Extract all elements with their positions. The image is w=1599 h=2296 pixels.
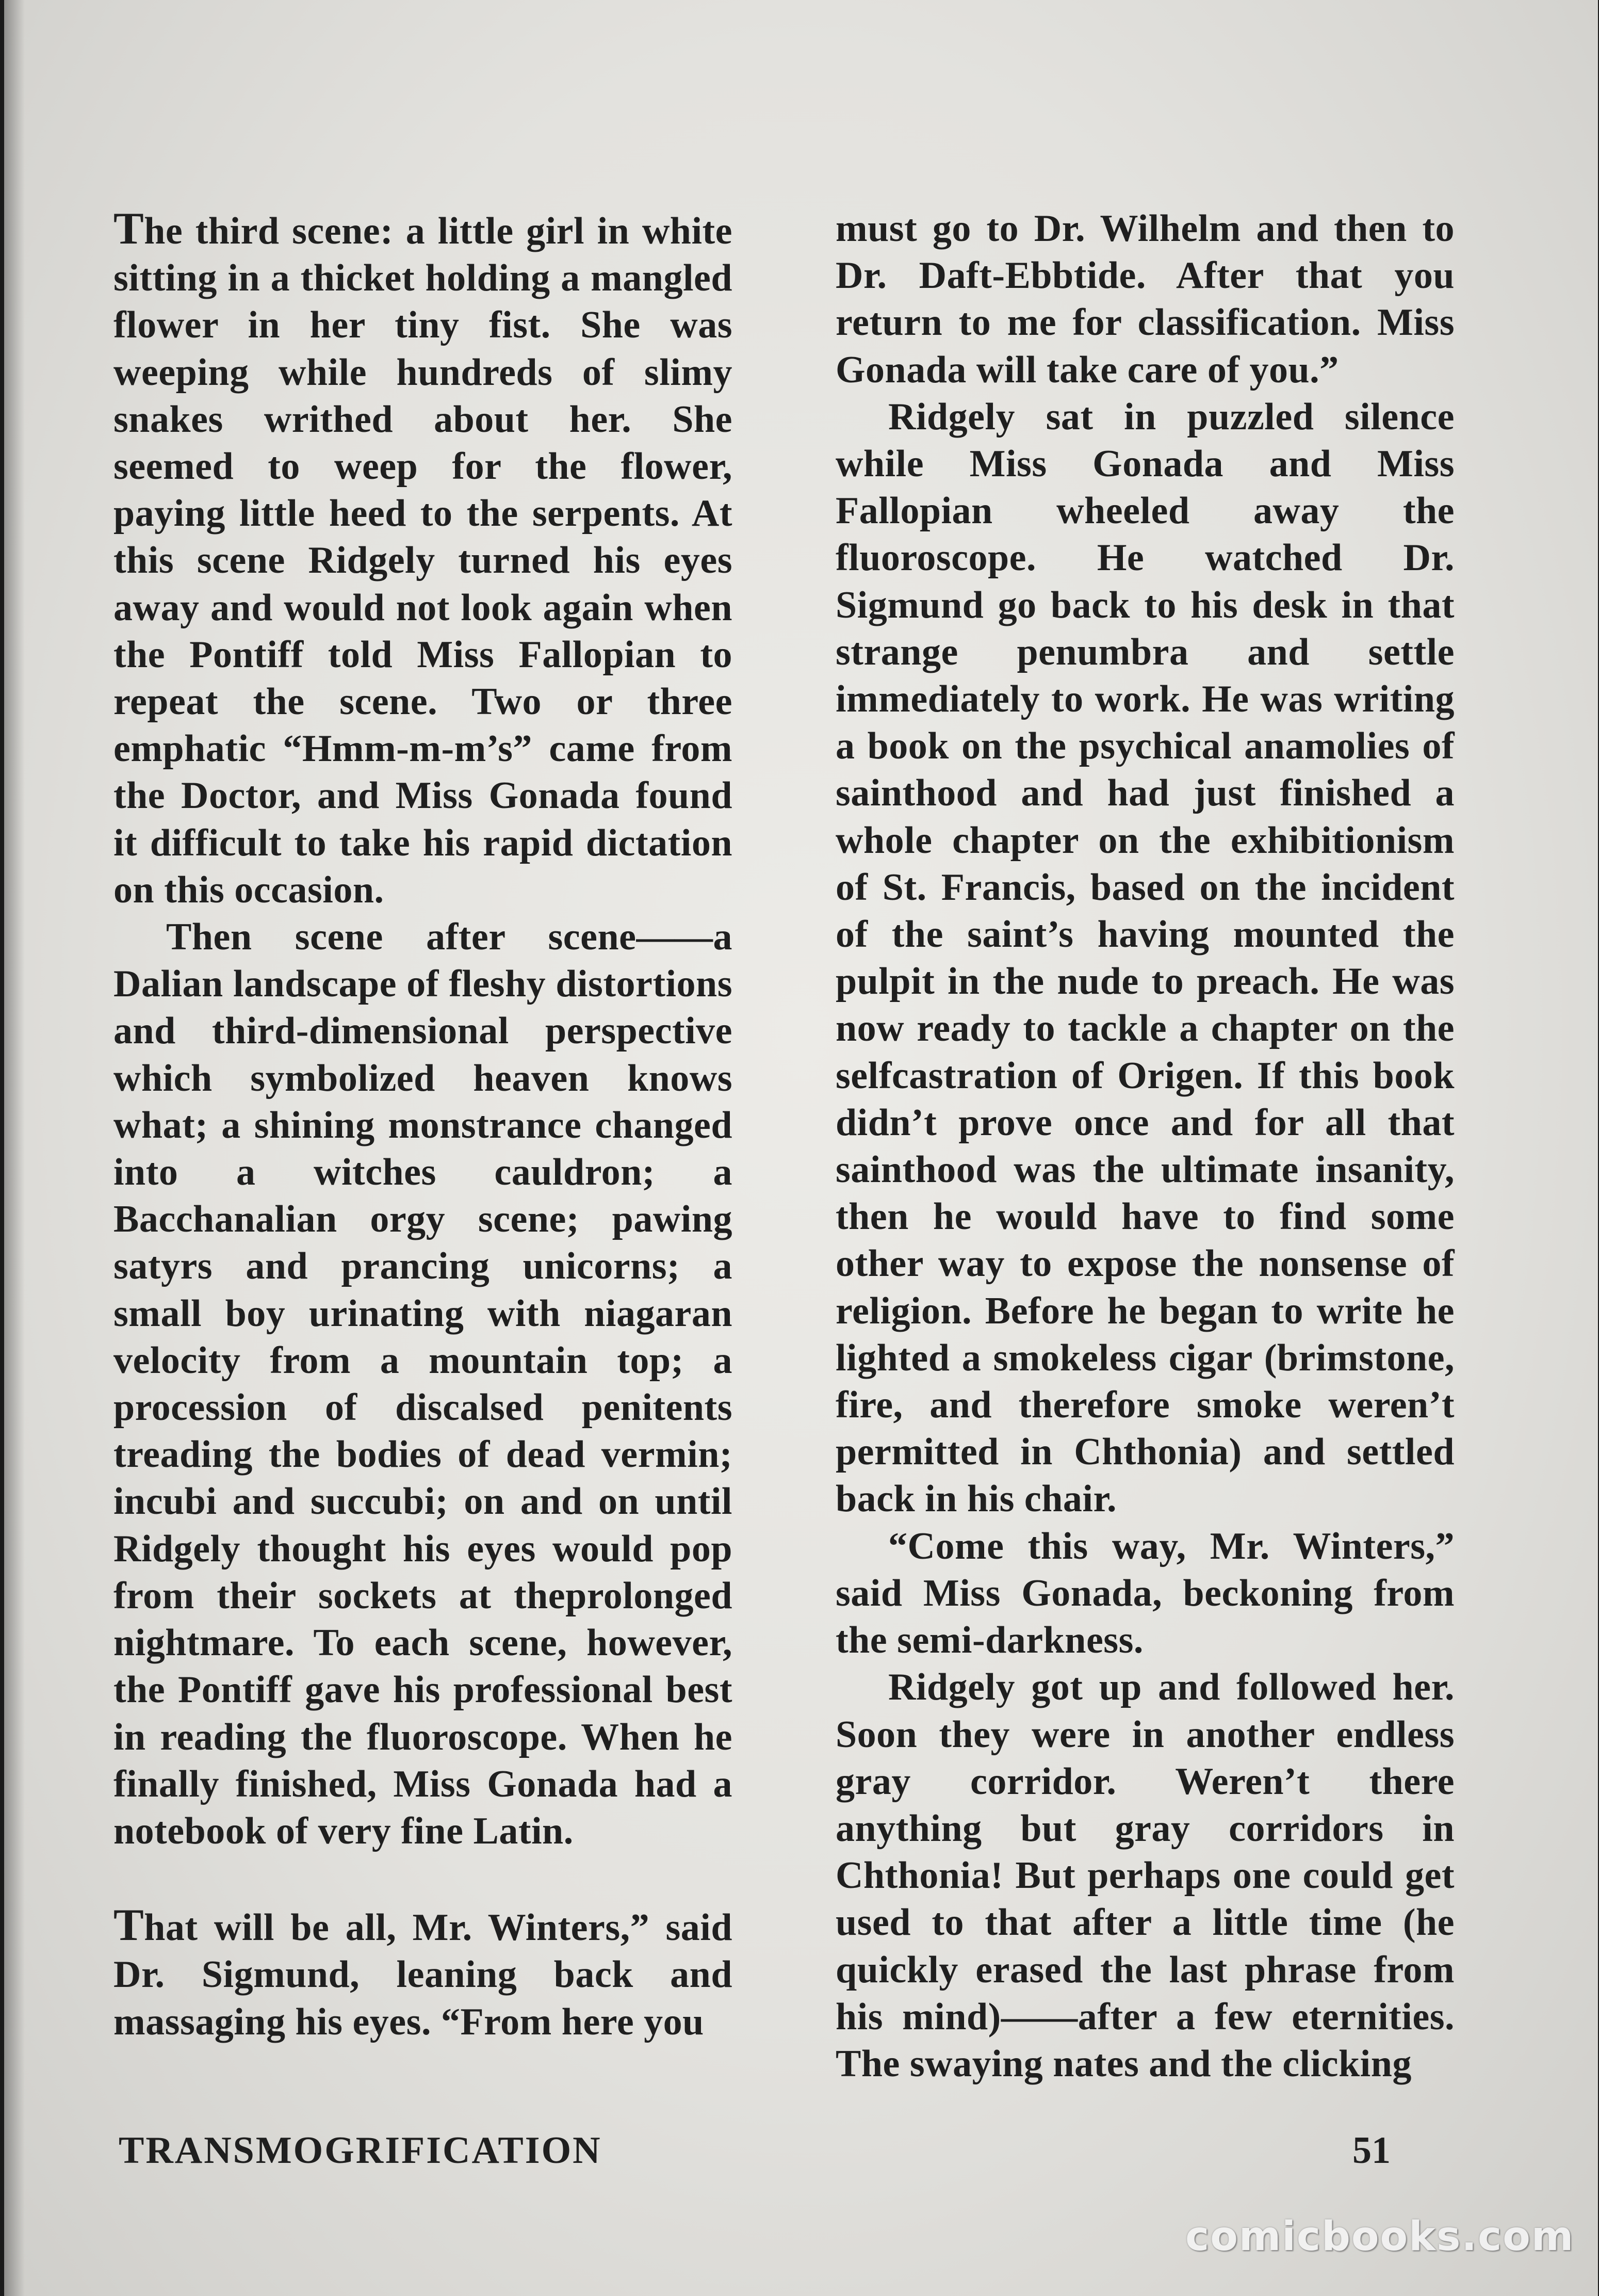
- paragraph: must go to Dr. Wilhelm and then to Dr. Daft-Ebbtide. After that you return to me for classification. Miss Gonada will take care of you.”: [836, 207, 1455, 391]
- running-footer-title: TRANSMOGRIFICATION: [119, 2129, 602, 2172]
- paragraph-text: he third scene: a little girl in white sitting in a thicket holding a mangled flower in her tiny fist. She was weeping while hundreds of slimy snakes writhed about her. She seemed to weep for the flower, paying little heed to the serpents. At this scene Ridgely turned his eyes away and would not look again when the Pontiff told Miss Fallopian to repeat the scene. Two or three emphatic “Hmm-m-m’s” came from the Doctor, and Miss Gonada found it difficult to take his rapid dictation on this occasion.: [113, 210, 732, 911]
- drop-cap: T: [113, 1900, 144, 1951]
- paragraph: [113, 205, 732, 914]
- paragraph: “Come this way, Mr. Winters,” said Miss Gonada, beckoning from the semi-darkness.: [836, 1525, 1455, 1662]
- paragraph: [113, 1902, 732, 2046]
- left-text-column: [113, 205, 732, 2046]
- page-number: 51: [1352, 2129, 1391, 2172]
- right-text-column: [836, 205, 1455, 2088]
- paragraph-text: hat will be all, Mr. Winters,” said Dr. Sigmund, leaning back and massaging his eyes. “From here you: [113, 1906, 732, 2043]
- paragraph: Ridgely sat in puzzled silence while Miss Gonada and Miss Fallopian wheeled away the fluoroscope. He watched Dr. Sigmund go back to his desk in that strange penumbra and settle immediately to work. He was writing a book on the psychical anamolies of sainthood and had just finished a whole chapter on the exhibitionism of St. Francis, based on the incident of the saint’s having mounted the pulpit in the nude to preach. He was now ready to tackle a chapter on the selfcastration of Origen. If this book didn’t prove once and for all that sainthood was the ultimate insanity, then he would have to find some other way to expose the nonsense of religion. Before he began to write he lighted a smokeless cigar (brimstone, fire, and therefore smoke weren’t permitted in Chthonia) and settled back in his chair.: [836, 395, 1455, 1521]
- drop-cap: T: [113, 204, 144, 254]
- paragraph: Ridgely got up and followed her. Soon they were in another endless gray corridor. Weren’t there anything but gray corridors in Chthonia! But perhaps one could get used to that after a little time (he quickly erased the last phrase from his mind)——after a few eternities. The swaying nates and the clicking: [836, 1666, 1455, 2085]
- page-gutter-shadow: [4, 0, 25, 2296]
- paragraph: Then scene after scene——a Dalian landscape of fleshy distortions and third-dimensional perspective which symbolized heaven knows what; a shining monstrance changed into a witches cauldron; a Bacchanalian orgy scene; pawing satyrs and prancing unicorns; a small boy urinating with niagaran velocity from a mountain top; a procession of discalsed penitents treading the bodies of dead vermin; incubi and succubi; on and on until Ridgely thought his eyes would pop from their sockets at theprolonged nightmare. To each scene, however, the Pontiff gave his professional best in reading the fluoroscope. When he finally finished, Miss Gonada had a notebook of very fine Latin.: [113, 916, 732, 1852]
- watermark-logo: comicbooks.com: [1185, 2213, 1575, 2260]
- book-page: [4, 0, 1598, 2296]
